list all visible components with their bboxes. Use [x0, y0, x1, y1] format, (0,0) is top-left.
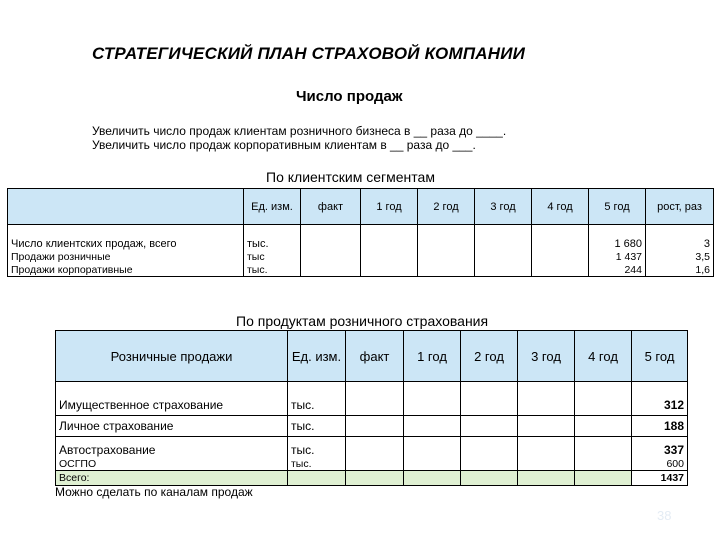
total-year5: 1437 — [632, 471, 688, 486]
row-year1 — [361, 237, 418, 250]
header-cell-year2: 2 год — [461, 331, 518, 382]
header-cell-year3: 3 год — [518, 331, 575, 382]
page-subtitle: Число продаж — [296, 88, 403, 105]
row-growth: 3,5 — [646, 250, 714, 263]
products-title: По продуктам розничного страхования — [236, 313, 489, 329]
header-cell-growth: рост, раз — [646, 189, 714, 225]
spacer-row — [8, 225, 714, 238]
table-row — [8, 263, 714, 277]
row-year3 — [475, 237, 532, 250]
row-label: Продажи корпоративные — [8, 263, 244, 277]
row-year2 — [418, 263, 475, 277]
header-cell-year1: 1 год — [404, 331, 461, 382]
row-growth: 1,6 — [646, 263, 714, 277]
goal-retail: Увеличить число продаж клиентам розничного бизнеса в __ раза до ____. — [92, 124, 507, 138]
row-unit: тыс. — [244, 237, 301, 250]
row-year5: 1 437 — [589, 250, 646, 263]
header-cell-year5: 5 год — [589, 189, 646, 225]
row-label: Продажи розничные — [8, 250, 244, 263]
row-label: Число клиентских продаж, всего — [8, 237, 244, 250]
total-row — [56, 471, 688, 486]
row-year2 — [418, 250, 475, 263]
row-year5: 244 — [589, 263, 646, 277]
row-year5: 1 680 — [589, 237, 646, 250]
segments-title: По клиентским сегментам — [266, 169, 435, 185]
segments-header-row — [8, 189, 714, 225]
row-fact — [301, 263, 361, 277]
header-cell — [8, 189, 244, 225]
row-growth: 3 — [646, 237, 714, 250]
table-row — [56, 457, 688, 471]
table-row — [8, 237, 714, 250]
spacer-row — [56, 382, 688, 396]
header-cell-year2: 2 год — [418, 189, 475, 225]
row-year5: 312 — [632, 395, 688, 416]
header-cell-year3: 3 год — [475, 189, 532, 225]
segments-table — [7, 188, 714, 277]
footnote: Можно сделать по каналам продаж — [55, 485, 253, 499]
products-table — [55, 330, 688, 486]
row-fact — [301, 250, 361, 263]
row-year5: 188 — [632, 416, 688, 437]
row-year5: 337 — [632, 437, 688, 458]
row-label: Автострахование — [56, 437, 288, 458]
row-unit: тыс — [244, 250, 301, 263]
header-cell-year4: 4 год — [532, 189, 589, 225]
row-year5: 600 — [632, 457, 688, 471]
header-cell-unit: Ед. изм. — [244, 189, 301, 225]
page-number: 38 — [657, 508, 672, 523]
table-row — [56, 395, 688, 416]
row-year1 — [361, 250, 418, 263]
total-label: Всего: — [56, 471, 288, 486]
table-row — [56, 437, 688, 458]
header-cell-year1: 1 год — [361, 189, 418, 225]
row-unit: тыс. — [288, 395, 346, 416]
table-row — [8, 250, 714, 263]
row-year3 — [475, 263, 532, 277]
row-label: Личное страхование — [56, 416, 288, 437]
row-fact — [301, 237, 361, 250]
table-row — [56, 416, 688, 437]
row-unit: тыс. — [244, 263, 301, 277]
row-year1 — [361, 263, 418, 277]
header-cell-fact: факт — [301, 189, 361, 225]
header-cell-retail: Розничные продажи — [56, 331, 288, 382]
page-title: СТРАТЕГИЧЕСКИЙ ПЛАН СТРАХОВОЙ КОМПАНИИ — [92, 44, 526, 63]
products-header-row — [56, 331, 688, 382]
row-unit: тыс. — [288, 457, 346, 471]
header-cell-year4: 4 год — [575, 331, 632, 382]
goal-corporate: Увеличить число продаж корпоративным клиентам в __ раза до ___. — [92, 138, 476, 152]
row-unit: тыс. — [288, 437, 346, 458]
row-label: ОСГПО — [56, 457, 288, 471]
header-cell-unit: Ед. изм. — [288, 331, 346, 382]
row-label: Имущественное страхование — [56, 395, 288, 416]
header-cell-year5: 5 год — [632, 331, 688, 382]
row-year4 — [532, 250, 589, 263]
header-cell-fact: факт — [346, 331, 404, 382]
row-year4 — [532, 263, 589, 277]
row-year4 — [532, 237, 589, 250]
row-year3 — [475, 250, 532, 263]
row-year2 — [418, 237, 475, 250]
row-unit: тыс. — [288, 416, 346, 437]
